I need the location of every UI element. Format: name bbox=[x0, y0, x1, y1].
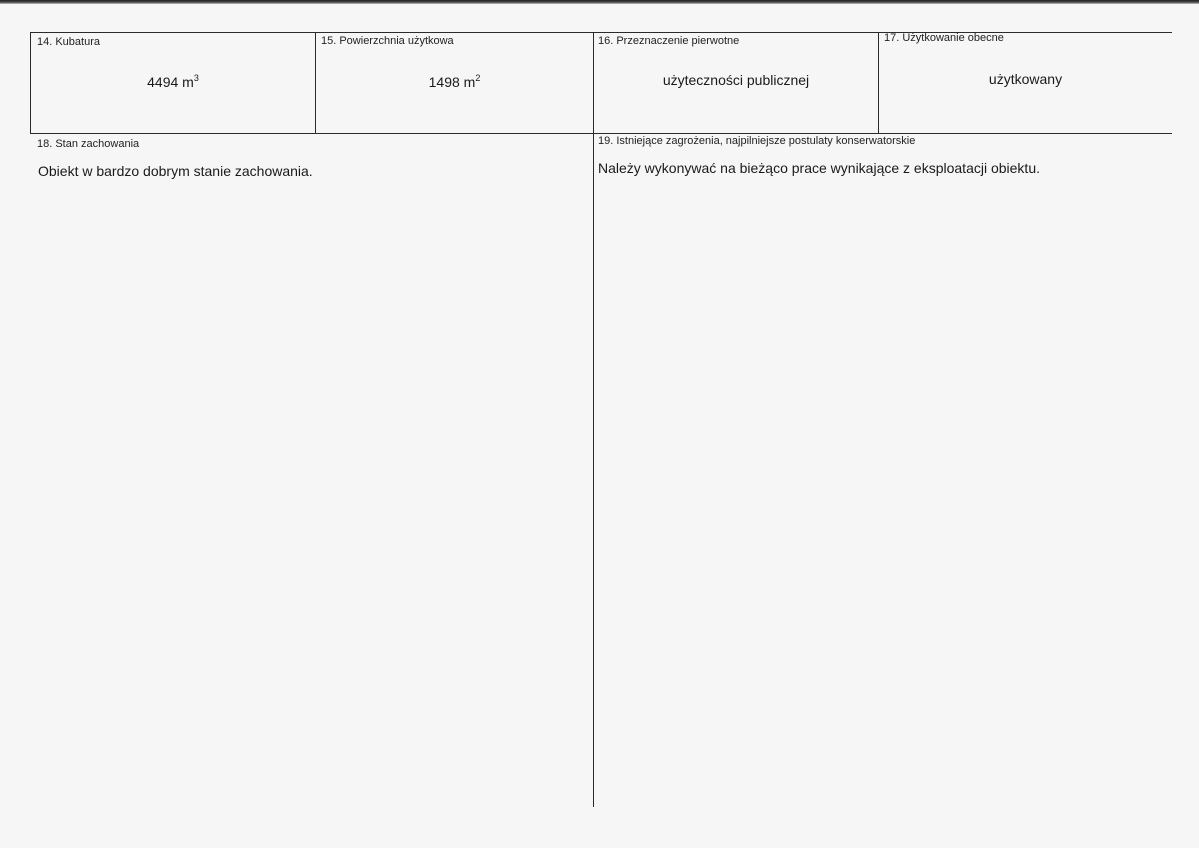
field-15-label: 15. Powierzchnia użytkowa bbox=[321, 35, 454, 47]
form-sheet bbox=[0, 4, 1199, 848]
field-15-value bbox=[316, 74, 593, 90]
divider-15-16 bbox=[593, 32, 594, 807]
powierzchnia-number: 1498 bbox=[428, 74, 460, 90]
field-14-value bbox=[31, 74, 315, 90]
field-18-label: 18. Stan zachowania bbox=[37, 138, 140, 150]
kubatura-number: 4494 bbox=[147, 74, 179, 90]
field-17-label: 17. Użytkowanie obecne bbox=[884, 32, 1004, 44]
field-19-value: Należy wykonywać na bieżąco prace wynikające z eksploatacji obiektu. bbox=[598, 160, 1040, 176]
kubatura-exponent: 3 bbox=[193, 73, 199, 83]
field-14-label: 14. Kubatura bbox=[37, 36, 100, 48]
powierzchnia-exponent: 2 bbox=[475, 73, 481, 83]
powierzchnia-unit: m bbox=[463, 74, 476, 90]
field-17-value: użytkowany bbox=[988, 71, 1063, 87]
field-16-label: 16. Przeznaczenie pierwotne bbox=[598, 35, 740, 47]
kubatura-unit: m bbox=[182, 74, 194, 90]
field-16-value: użyteczności publicznej bbox=[662, 72, 810, 88]
row1-bottom-line bbox=[30, 133, 1172, 134]
field-19-label: 19. Istniejące zagrożenia, najpilniejsze postulaty konserwatorskie bbox=[598, 135, 916, 147]
field-18-value: Obiekt w bardzo dobrym stanie zachowania. bbox=[38, 163, 313, 179]
